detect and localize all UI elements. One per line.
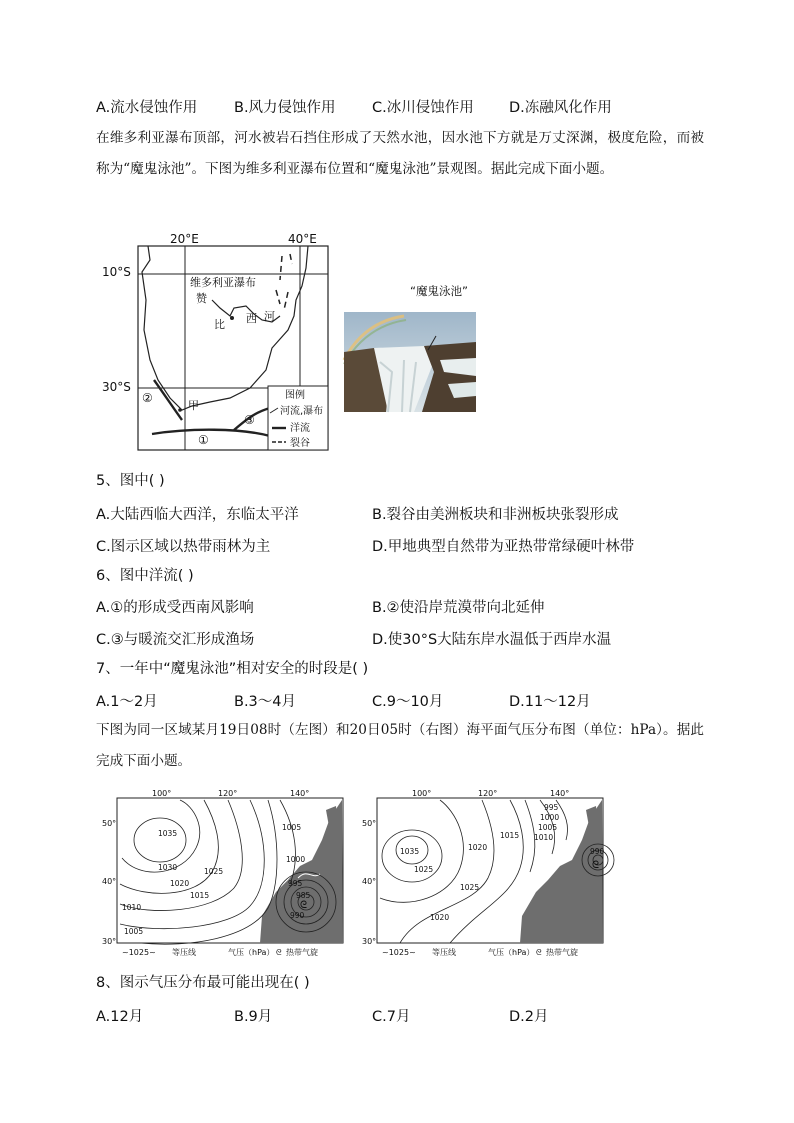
intro-pressure-maps: 下图为同一区域某月19日08时（左图）和20日05时（右图）海平面气压分布图（单位：hPa）。据此完成下面小题。 (96, 722, 704, 769)
svg-text:140°: 140° (290, 789, 310, 798)
svg-text:1020: 1020 (468, 843, 488, 852)
q4-option-b: B.风力侵蚀作用 (234, 100, 336, 116)
current-1 (152, 430, 270, 436)
svg-text:1025: 1025 (204, 867, 224, 876)
q8-option-c: C.7月 (372, 1009, 411, 1025)
svg-text:1025: 1025 (460, 883, 480, 892)
svg-text:30°: 30° (102, 937, 117, 946)
q7-option-b: B.3～4月 (234, 694, 297, 710)
q6-option-b: B.②使沿岸荒漠带向北延伸 (372, 600, 545, 616)
current-2-label: ② (142, 391, 153, 405)
svg-text:1020: 1020 (430, 913, 450, 922)
devils-pool-photo (344, 312, 476, 412)
svg-text:ᘓ: ᘓ (276, 948, 282, 957)
africa-map (102, 230, 330, 450)
svg-text:995: 995 (288, 879, 303, 888)
svg-text:ᘓ: ᘓ (536, 948, 542, 957)
cyclone-icon: ᘓ (300, 900, 308, 911)
svg-text:100°: 100° (152, 789, 172, 798)
he-label: 河 (264, 310, 275, 323)
svg-text:1035: 1035 (400, 847, 420, 856)
falls-marker (230, 316, 234, 320)
q8-stem: 8、图示气压分布最可能出现在( ) (96, 975, 310, 991)
rift-valley (276, 254, 292, 310)
q6-option-d: D.使30°S大陆东岸水温低于西岸水温 (372, 632, 612, 648)
lat-30-label: 30°S (102, 380, 131, 394)
jia-label: 甲 (188, 399, 199, 412)
svg-text:1010: 1010 (122, 903, 142, 912)
q5-stem: 5、图中( ) (96, 473, 165, 489)
svg-text:1005: 1005 (124, 927, 144, 936)
svg-text:等压线: 等压线 (432, 948, 456, 957)
svg-text:995: 995 (544, 803, 559, 812)
svg-text:1000: 1000 (540, 813, 560, 822)
pressure-map-right (360, 788, 610, 958)
q8-option-a: A.12月 (96, 1009, 144, 1025)
svg-text:~1025~: ~1025~ (382, 948, 416, 957)
legend-current: 洋流 (290, 423, 310, 434)
svg-text:1030: 1030 (158, 863, 178, 872)
svg-text:热带气旋: 热带气旋 (546, 948, 578, 957)
current-3-label: ③ (244, 413, 255, 427)
q6-option-c: C.③与暖流交汇形成渔场 (96, 632, 255, 648)
q7-option-a: A.1～2月 (96, 694, 158, 710)
cyclone-icon: ᘓ (592, 860, 600, 871)
africa-coastline (142, 246, 308, 410)
q7-stem: 7、一年中“魔鬼泳池”相对安全的时段是( ) (96, 661, 369, 677)
svg-text:40°: 40° (362, 877, 377, 886)
svg-text:100°: 100° (412, 789, 432, 798)
svg-text:1015: 1015 (190, 891, 210, 900)
lon-40-label: 40°E (288, 232, 317, 246)
svg-text:1020: 1020 (170, 879, 190, 888)
svg-text:气压（hPa）: 气压（hPa） (488, 948, 535, 957)
svg-text:1010: 1010 (534, 833, 554, 842)
svg-text:1005: 1005 (538, 823, 558, 832)
q5-option-d: D.甲地典型自然带为亚热带常绿硬叶林带 (372, 539, 635, 555)
svg-text:990: 990 (290, 911, 305, 920)
falls-label: 维多利亚瀑布 (190, 276, 256, 289)
lon-20-label: 20°E (170, 232, 199, 246)
legend-river: 河流,瀑布 (280, 406, 324, 417)
q5-option-c: C.图示区域以热带雨林为主 (96, 539, 271, 555)
svg-text:985: 985 (296, 891, 311, 900)
photo-label: “魔鬼泳池” (410, 284, 468, 298)
legend-rift: 裂谷 (290, 438, 310, 449)
intro-victoria-falls: 在维多利亚瀑布顶部，河水被岩石挡住形成了天然水池，因水池下方就是万丈深渊，极度危险，而被称为“魔鬼泳池”。下图为维多利亚瀑布位置和“魔鬼泳池”景观图。据此完成下面小题。 (96, 130, 704, 177)
svg-text:50°: 50° (102, 819, 117, 828)
current-1-label: ① (198, 433, 209, 447)
lat-10-label: 10°S (102, 265, 131, 279)
svg-text:1005: 1005 (282, 823, 302, 832)
q7-option-d: D.11～12月 (509, 694, 591, 710)
svg-text:140°: 140° (550, 789, 570, 798)
q4-option-d: D.冻融风化作用 (509, 100, 612, 116)
svg-text:40°: 40° (102, 877, 117, 886)
svg-text:1000: 1000 (286, 855, 306, 864)
zan-label: 赞 (196, 292, 207, 305)
svg-text:30°: 30° (362, 937, 377, 946)
svg-text:等压线: 等压线 (172, 948, 196, 957)
svg-text:120°: 120° (478, 789, 498, 798)
legend-title: 图例 (285, 390, 305, 401)
svg-text:热带气旋: 热带气旋 (286, 948, 318, 957)
q5-option-a: A.大陆西临大西洋，东临太平洋 (96, 507, 299, 523)
svg-text:1035: 1035 (158, 829, 178, 838)
q4-option-c: C.冰川侵蚀作用 (372, 100, 474, 116)
svg-text:990: 990 (590, 847, 605, 856)
svg-text:1025: 1025 (414, 865, 434, 874)
svg-text:1015: 1015 (500, 831, 520, 840)
svg-text:气压（hPa）: 气压（hPa） (228, 948, 275, 957)
svg-text:120°: 120° (218, 789, 238, 798)
pressure-map-left (100, 788, 350, 958)
bi-label: 比 (214, 318, 225, 331)
q6-option-a: A.①的形成受西南风影响 (96, 600, 254, 616)
q6-stem: 6、图中洋流( ) (96, 568, 194, 584)
svg-text:50°: 50° (362, 819, 377, 828)
q8-option-b: B.9月 (234, 1009, 273, 1025)
svg-text:~1025~: ~1025~ (122, 948, 156, 957)
q5-option-b: B.裂谷由美洲板块和非洲板块张裂形成 (372, 507, 619, 523)
xi-label: 西 (246, 312, 257, 325)
q4-option-a: A.流水侵蚀作用 (96, 100, 198, 116)
current-2 (154, 380, 182, 420)
q7-option-c: C.9～10月 (372, 694, 444, 710)
q8-option-d: D.2月 (509, 1009, 549, 1025)
